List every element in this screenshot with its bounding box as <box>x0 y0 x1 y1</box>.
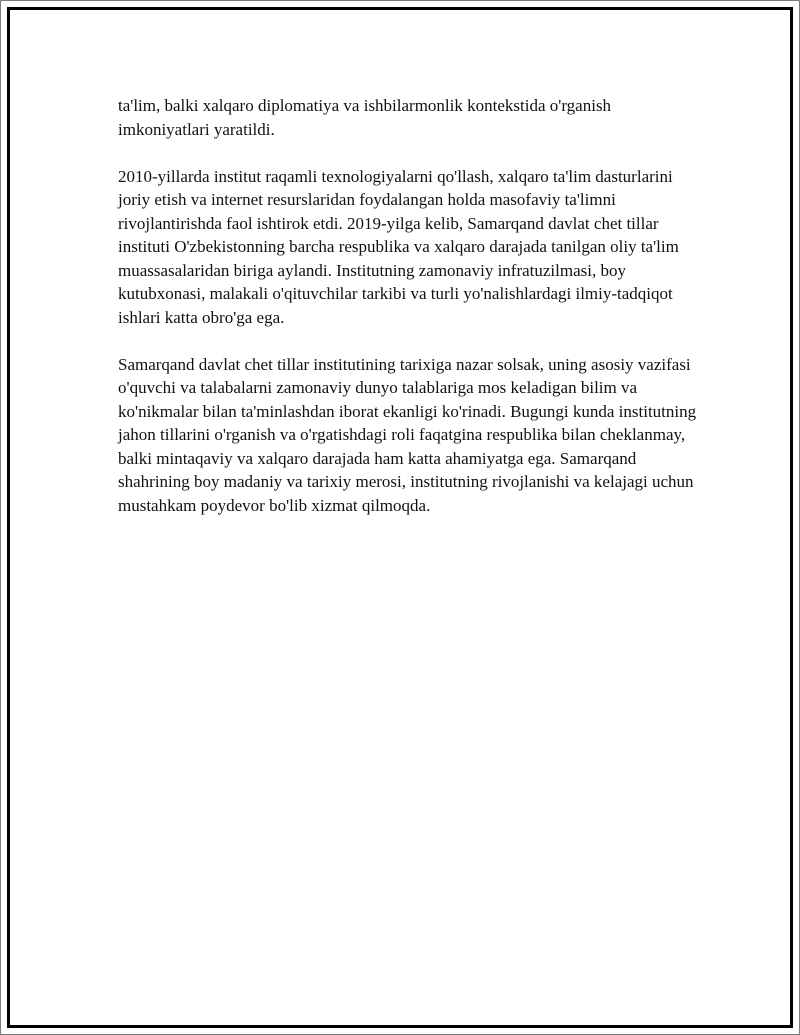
paragraph: ta'lim, balki xalqaro diplomatiya va ishbilarmonlik kontekstida o'rganish imkoniyatlari yaratildi. <box>118 96 612 139</box>
page-body <box>118 94 698 517</box>
paragraph: Samarqand davlat chet tillar institutining tarixiga nazar solsak, uning asosiy vazifasi o'quvchi va talabalarni zamonaviy dunyo talablariga mos keladigan bilim va ko'nikmalar bilan ta'minlashdan iborat ekanligi ko'rinadi. Bugungi kunda institutning jahon tillarini o'rganish va o'rgatishdagi roli faqatgina respublika bilan cheklanmay, balki mintaqaviy va xalqaro darajada ham katta ahamiyatga ega. Samarqand shahrining boy madaniy va tarixiy merosi, institutning rivojlanishi va kelajagi uchun mustahkam poydevor bo'lib xizmat qilmoqda. <box>118 354 697 515</box>
paragraph: 2010-yillarda institut raqamli texnologiyalarni qo'llash, xalqaro ta'lim dasturlarini joriy etish va internet resurslaridan foydalangan holda masofaviy ta'limni rivojlantirishda faol ishtirok etdi. 2019-yilga kelib, Samarqand davlat chet tillar instituti O'zbekistonning barcha respublika va xalqaro darajada tanilgan oliy ta'lim muassasalaridan biriga aylandi. Institutning zamonaviy infratuzilmasi, boy kutubxonasi, malakali o'qituvchilar tarkibi va turli yo'nalishlardagi ilmiy-tadqiqot ishlari katta obro'ga ega. <box>118 166 679 327</box>
